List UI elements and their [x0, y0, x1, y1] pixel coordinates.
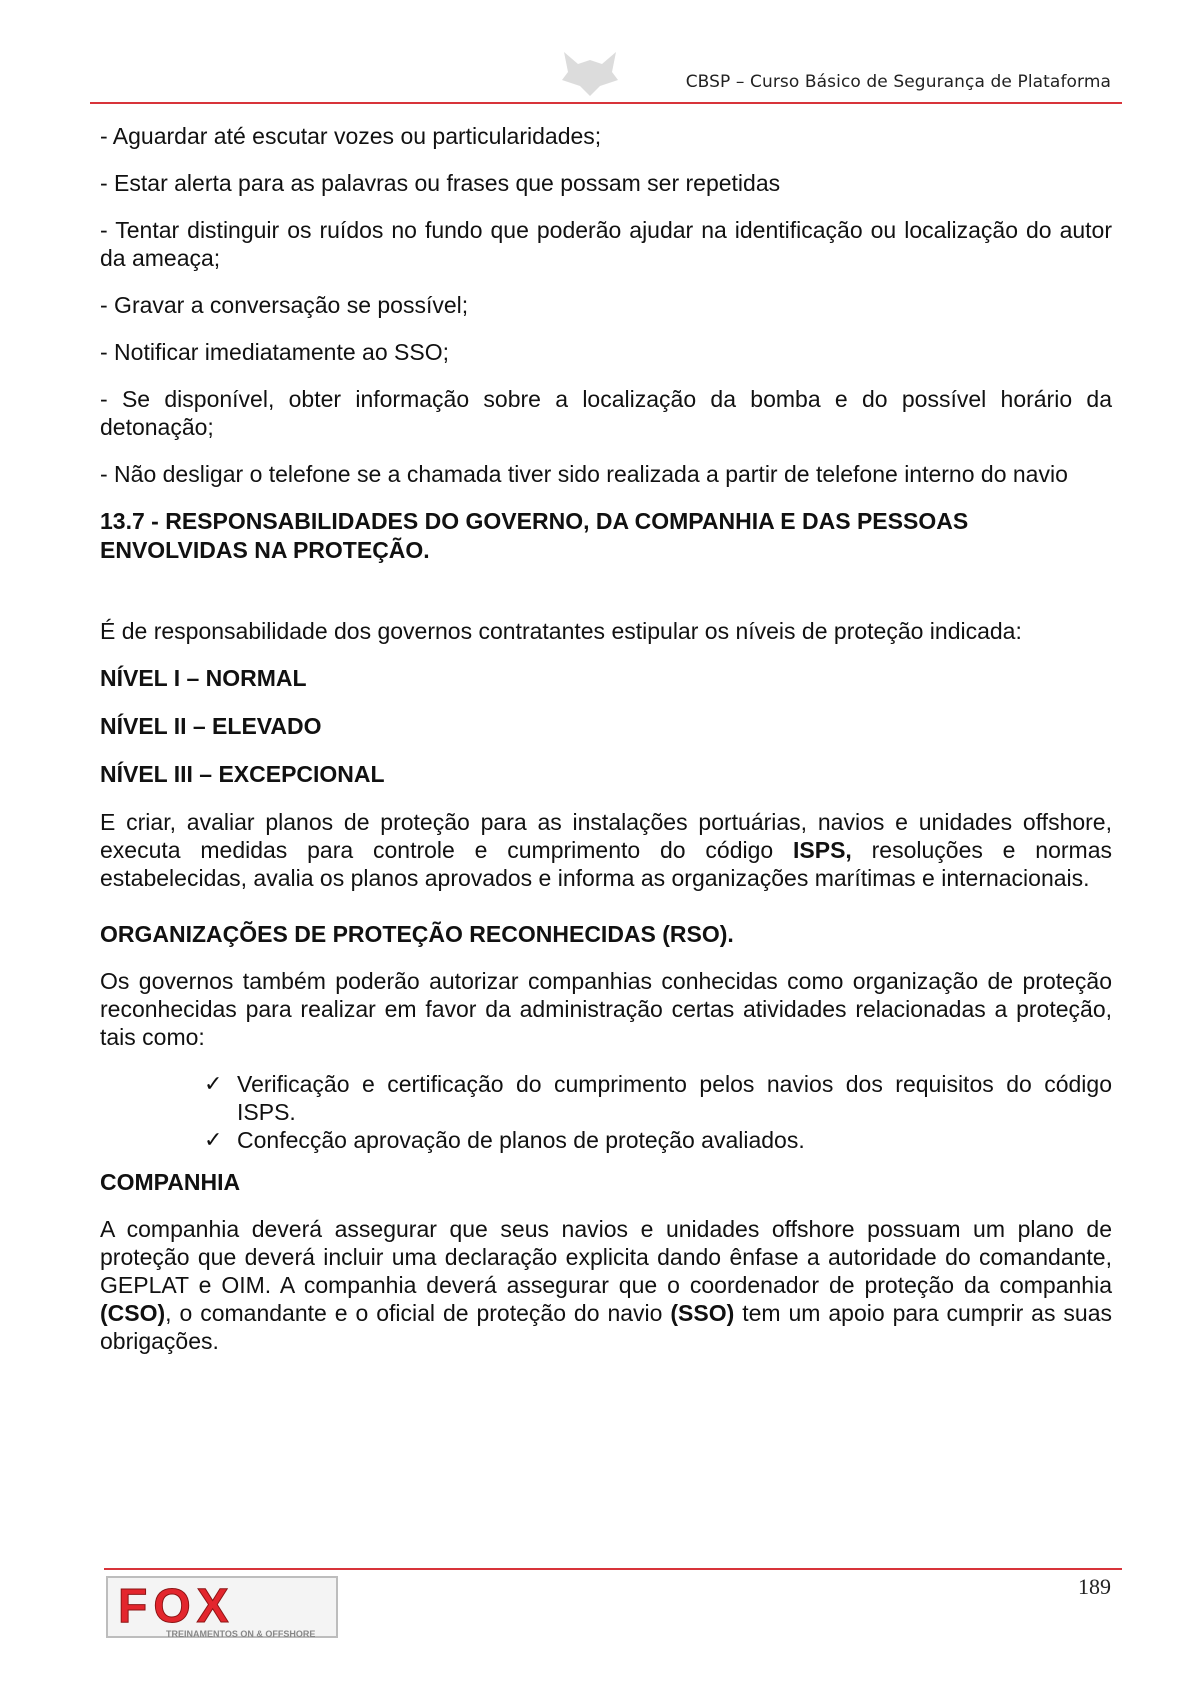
- check-item-text: Confecção aprovação de planos de proteção avaliados.: [237, 1127, 805, 1153]
- page-number: 189: [1078, 1574, 1111, 1599]
- list-item: [100, 1126, 1112, 1154]
- checkmark-icon: ✓: [204, 1071, 223, 1096]
- footer-divider: [104, 1568, 1122, 1570]
- section-intro: É de responsabilidade dos governos contratantes estipular os níveis de proteção indicada:: [100, 618, 1022, 644]
- company-paragraph: [100, 1215, 1112, 1355]
- bullet-notify: - Notificar imediatamente ao SSO;: [100, 339, 449, 365]
- rso-heading: ORGANIZAÇÕES DE PROTEÇÃO RECONHECIDAS (RSO).: [100, 921, 734, 947]
- bullet-listen: - Aguardar até escutar vozes ou particularidades;: [100, 123, 602, 149]
- plans-paragraph: [100, 808, 1112, 892]
- plans-text-part1: E criar, avaliar planos de proteção para as instalações portuárias, navios e unidades offshore, executa medidas para controle e cumprimento do código: [100, 809, 1112, 863]
- level-excepcional: NÍVEL III – EXCEPCIONAL: [100, 761, 385, 787]
- logo-tagline: TREINAMENTOS ON & OFFSHORE: [166, 1629, 316, 1639]
- fox-logo: [106, 1576, 344, 1642]
- company-text-part3: tem um apoio para cumprir as suas obrigações.: [100, 1300, 1112, 1354]
- logo-wordmark: FOX: [118, 1580, 235, 1633]
- bullet-record: - Gravar a conversação se possível;: [100, 292, 469, 318]
- header-title: CBSP – Curso Básico de Segurança de Plataforma: [685, 72, 1111, 92]
- header-divider: [90, 102, 1122, 104]
- isps-bold: ISPS,: [793, 837, 852, 863]
- check-item-text: Verificação e certificação do cumprimento pelos navios dos requisitos do código ISPS.: [237, 1071, 1112, 1125]
- level-normal: NÍVEL I – NORMAL: [100, 665, 307, 691]
- list-item: [100, 1070, 1112, 1126]
- company-text-part2: , o comandante e o oficial de proteção do navio: [165, 1300, 671, 1326]
- rso-paragraph: Os governos também poderão autorizar companhias conhecidas como organização de proteção reconhecidas para realizar em favor da administração certas atividades relacionadas a proteção, tais como:: [100, 968, 1112, 1050]
- cso-bold: (CSO): [100, 1300, 166, 1326]
- fox-watermark-icon: [560, 50, 620, 98]
- checkmark-icon: ✓: [204, 1127, 223, 1152]
- company-text-part1: A companhia deverá assegurar que seus navios e unidades offshore possuam um plano de proteção que deverá incluir uma declaração explicita dando ênfase a autoridade do comandante, GEPLAT e OIM. A companhia deverá assegurar que o coordenador de proteção da companhia: [100, 1216, 1112, 1298]
- bullet-background-noise: - Tentar distinguir os ruídos no fundo que poderão ajudar na identificação ou localização do autor da ameaça;: [100, 217, 1112, 271]
- bullet-alert: - Estar alerta para as palavras ou frases que possam ser repetidas: [100, 170, 781, 196]
- bullet-keep-line: - Não desligar o telefone se a chamada tiver sido realizada a partir de telefone interno do navio: [100, 461, 1068, 487]
- sso-bold: (SSO): [670, 1300, 735, 1326]
- level-elevado: NÍVEL II – ELEVADO: [100, 713, 322, 739]
- rso-check-list: [100, 1070, 1112, 1154]
- bullet-bomb-info: - Se disponível, obter informação sobre a localização da bomba e do possível horário da detonação;: [100, 386, 1112, 440]
- plans-text-part2: resoluções e normas estabelecidas, avalia os planos aprovados e informa as organizações marítimas e internacionais.: [100, 837, 1112, 891]
- page-content: [100, 122, 1112, 1374]
- company-heading: COMPANHIA: [100, 1169, 241, 1195]
- section-heading: 13.7 - RESPONSABILIDADES DO GOVERNO, DA COMPANHIA E DAS PESSOAS ENVOLVIDAS NA PROTEÇÃO.: [100, 508, 969, 563]
